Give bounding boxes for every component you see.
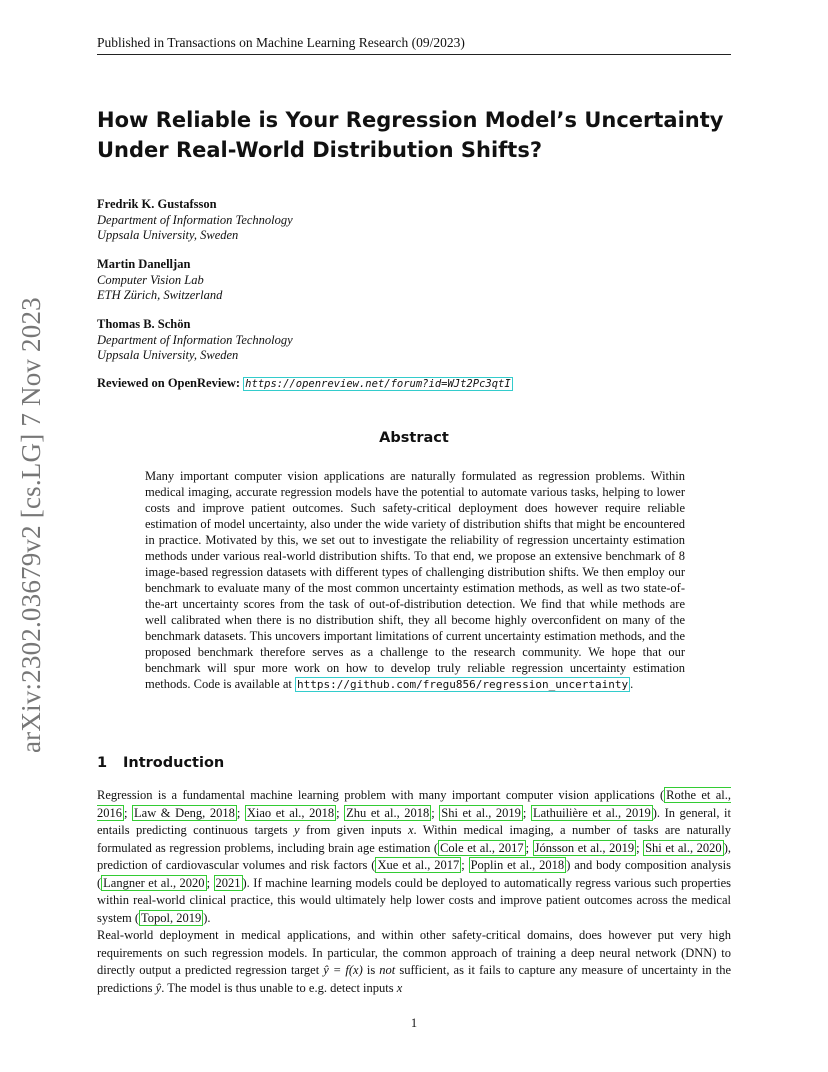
citation-link[interactable]: Poplin et al., 2018 bbox=[470, 858, 565, 872]
text-run: ), prediction of cardiovascular volumes and risk factors ( bbox=[97, 840, 731, 872]
text-run: is bbox=[366, 963, 376, 977]
citation-link[interactable]: Topol, 2019 bbox=[141, 910, 202, 925]
author-name: Martin Danelljan bbox=[97, 257, 191, 271]
citation-link[interactable]: Cole et al., 2017 bbox=[440, 840, 524, 855]
paper-title: How Reliable is Your Regression Model’s Uncertainty Under Real-World Distribution Shifts? bbox=[97, 108, 724, 162]
text-run: Real-world deployment in medical applications, and within other safety-critical domains, does however put very high requirements on such regression models. In particular, the common approach of training a deep neural network (DNN) to directly output a predicted regression target bbox=[97, 928, 731, 977]
text-run: from given inputs bbox=[306, 823, 402, 837]
page-number: 1 bbox=[410, 1016, 418, 1030]
math-equation: ŷ = f(x) bbox=[323, 963, 363, 977]
text-run: ). If machine learning models could be deployed to automatically regress various such properties within real-world clinical practice, this would ultimately help lower costs and improve patient outcomes across the medical system ( bbox=[97, 875, 732, 925]
journal-venue: Published in Transactions on Machine Learning Research (09/2023) bbox=[97, 35, 465, 50]
author-institution: Uppsala University, Sweden bbox=[97, 348, 239, 362]
abstract-end: . bbox=[630, 677, 634, 691]
author-name: Fredrik K. Gustafsson bbox=[97, 197, 217, 211]
journal-header bbox=[97, 35, 731, 55]
citation-link[interactable]: Shi et al., 2019 bbox=[441, 805, 521, 820]
emphasis: not bbox=[379, 963, 396, 977]
text-run: ). bbox=[203, 910, 211, 925]
openreview-link[interactable]: https://openreview.net/forum?id=WJt2Pc3qtI bbox=[245, 378, 511, 390]
section-heading bbox=[97, 755, 224, 771]
citation-link[interactable]: 2021 bbox=[215, 875, 241, 890]
citation-link[interactable]: Zhu et al., 2018 bbox=[346, 805, 430, 820]
intro-paragraph-1: Regression is a fundamental machine learning problem with many important computer vision applications ( Rothe et al., 2016 ; Law & Deng, 2018 ; Xiao et al., 2018 ; Zhu et al., 2018 ; Shi et al., 2019 ; Lathuilière et al., 2019 ). In general, it entails predicting continuous targets y from given inputs x. Within medical imaging, a number of tasks are naturally formulated as regression problems, including brain age estimation ( Cole et al., 2017 ; Jónsson et al., 2019 ; Shi et al., 2020 ), prediction of cardiovascular volumes and risk factors ( Xue et al., 2017 ; Poplin et al., 2018 ) and body composition analysis ( Langner et al., 2020 ; 2021 ). If machine learning models could be deployed to automatically regress various such properties within real-world clinical practice, this would ultimately help lower costs and improve patient outcomes across the medical system ( Topol, 2019 ). bbox=[97, 788, 732, 925]
author-name: Thomas B. Schön bbox=[97, 317, 191, 331]
author-department: Computer Vision Lab bbox=[97, 272, 204, 287]
math-variable: x bbox=[407, 823, 414, 837]
abstract-text bbox=[145, 468, 685, 693]
math-variable: x bbox=[396, 980, 403, 995]
text-run: . The model is thus unable to e.g. detect inputs bbox=[161, 980, 394, 995]
math-variable: y bbox=[294, 823, 300, 837]
arxiv-stamp: arXiv:2302.03679v2 [cs.LG] 7 Nov 2023 bbox=[16, 297, 46, 753]
math-variable: ŷ bbox=[155, 980, 162, 995]
text-run: ) and body composition analysis ( bbox=[97, 858, 731, 890]
abstract-heading: Abstract bbox=[379, 430, 449, 446]
citation-link[interactable]: Xiao et al., 2018 bbox=[246, 805, 335, 820]
author-institution: Uppsala University, Sweden bbox=[97, 228, 239, 242]
intro-paragraph-2 bbox=[97, 927, 731, 997]
author-department: Department of Information Technology bbox=[97, 332, 293, 347]
citation-link[interactable]: Law & Deng, 2018 bbox=[134, 805, 235, 820]
text-run: . Within medical imaging, a number of tasks are naturally formulated as regression problems, including brain age estimation ( bbox=[97, 823, 731, 855]
author-block bbox=[97, 257, 497, 304]
author-institution: ETH Zürich, Switzerland bbox=[97, 288, 223, 302]
citation-link[interactable]: Jónsson et al., 2019 bbox=[534, 840, 635, 855]
citation-link[interactable]: Shi et al., 2020 bbox=[645, 840, 722, 855]
text-run: Regression is a fundamental machine learning problem with many important computer vision applications ( bbox=[97, 788, 665, 802]
openreview-label: Reviewed on OpenReview: bbox=[97, 376, 241, 390]
citation-link[interactable]: Lathuilière et al., 2019 bbox=[532, 805, 651, 820]
citation-link[interactable]: Langner et al., 2020 bbox=[103, 875, 205, 890]
author-department: Department of Information Technology bbox=[97, 212, 293, 227]
code-link[interactable]: https://github.com/fregu856/regression_uncertainty bbox=[296, 678, 629, 691]
openreview-line bbox=[97, 376, 513, 391]
text-run: ). In general, it entails predicting continuous targets bbox=[97, 805, 731, 837]
citation-link[interactable]: Rothe et al., 2016 bbox=[97, 788, 731, 820]
section-title: Introduction bbox=[123, 755, 225, 771]
author-block bbox=[97, 197, 497, 244]
author-block bbox=[97, 317, 497, 364]
abstract-body: Many important computer vision applications are naturally formulated as regression problems. Within medical imaging, accurate regression models have the potential to automate various tasks, helping to lower costs and improve patient outcomes. Such safety-critical deployment does however require reliable estimation of model uncertainty, also under the wide variety of distribution shifts that might be encountered in practice. Motivated by this, we set out to investigate the reliability of regression uncertainty estimation methods under various real-world distribution shifts. To that end, we propose an extensive benchmark of 8 image-based regression datasets with different types of challenging distribution shifts. We then employ our benchmark to evaluate many of the most common uncertainty estimation methods, as well as two state-of-the-art uncertainty scores from the task of out-of-distribution detection. We find that while methods are well calibrated when there is no distribution shift, they all become highly overconfident on many of the benchmark datasets. This uncovers important limitations of current uncertainty estimation methods, and the proposed benchmark therefore serves as a challenge to the research community. We hope that our benchmark will spur more work on how to develop truly reliable regression uncertainty estimation methods. Code is available at bbox=[145, 469, 685, 691]
section-number: 1 bbox=[97, 755, 108, 771]
text-run: sufficient, as it fails to capture any measure of uncertainty in the predictions bbox=[97, 963, 732, 995]
citation-link[interactable]: Xue et al., 2017 bbox=[377, 858, 460, 872]
